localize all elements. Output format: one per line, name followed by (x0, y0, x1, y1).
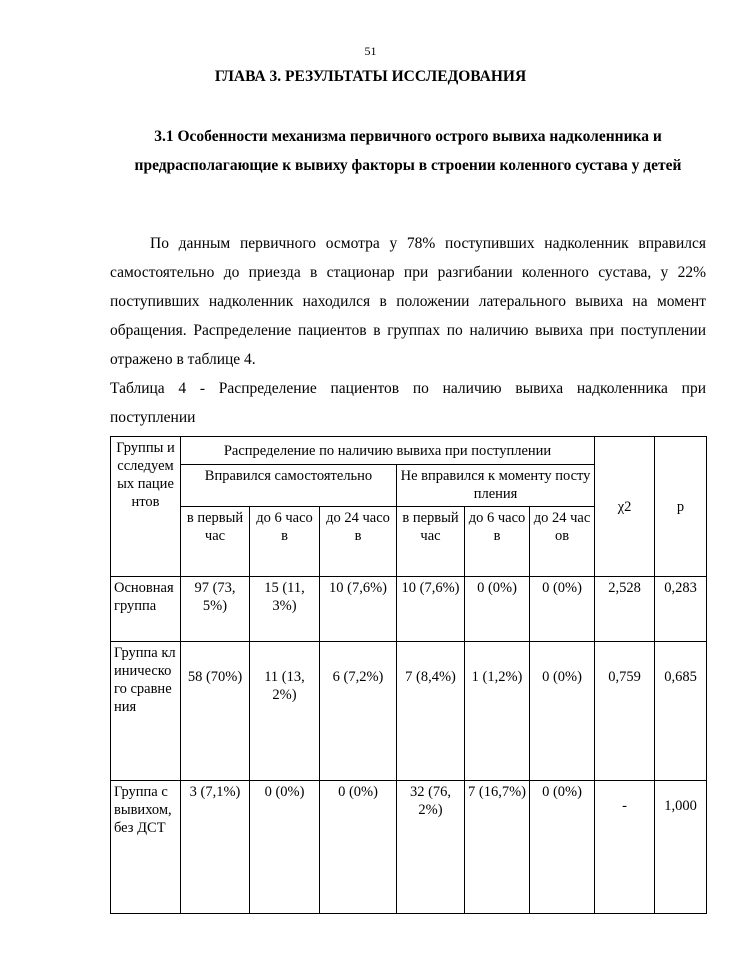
group-label: Основная группа (111, 577, 181, 642)
chapter-title: ГЛАВА 3. РЕЗУЛЬТАТЫ ИССЛЕДОВАНИЯ (214, 68, 527, 85)
page-number: 51 (364, 44, 377, 58)
chi2-value: 2,528 (595, 577, 655, 642)
table-cell: 58 (70%) (181, 642, 250, 781)
table-cell: 10 (7,6%) (397, 577, 465, 642)
header-time-24h: до 24 часов (320, 507, 397, 577)
header-time-24h: до 24 часов (530, 507, 595, 577)
table-caption: Таблица 4 - Распределение пациентов по наличию вывиха надколенника при поступлении (110, 380, 706, 426)
table-cell: 97 (73,5%) (181, 577, 250, 642)
chi2-value: 0,759 (595, 642, 655, 781)
header-time-first-hour: в первый час (181, 507, 250, 577)
table-cell: 32 (76,2%) (397, 781, 465, 914)
table-cell: 3 (7,1%) (181, 781, 250, 914)
table-row (111, 642, 707, 781)
table-cell: 6 (7,2%) (320, 642, 397, 781)
table-cell: 1 (1,2%) (465, 642, 530, 781)
header-time-6h: до 6 часов (250, 507, 320, 577)
header-self-reduced: Вправился самостоятельно (181, 465, 397, 507)
header-time-first-hour: в первый час (397, 507, 465, 577)
table-cell: 7 (8,4%) (397, 642, 465, 781)
table-cell: 0 (0%) (530, 577, 595, 642)
header-chi2: χ2 (595, 437, 655, 577)
header-groups: Группы исследуемых пациентов (111, 437, 181, 577)
table-cell: 11 (13,2%) (250, 642, 320, 781)
table-cell: 15 (11,3%) (250, 577, 320, 642)
group-label: Группа клинического сравнения (111, 642, 181, 781)
p-value: 1,000 (655, 781, 707, 914)
section-title: 3.1 Особенности механизма первичного острого вывиха надколенника и предрасполагающие к вывиху факторы в строении коленного сустава у детей (134, 128, 682, 174)
body-paragraph: По данным первичного осмотра у 78% поступивших надколенник вправился самостоятельно до приезда в стационар при разгибании коленного сустава, у 22% поступивших надколенник находился в положении латерального вывиха на момент обращения. Распределение пациентов в группах по наличию вывиха при поступлении отражено в таблице 4. (110, 235, 706, 368)
distribution-table (110, 436, 707, 914)
table-row (111, 781, 707, 914)
p-value: 0,283 (655, 577, 707, 642)
header-not-reduced: Не вправился к моменту поступления (397, 465, 595, 507)
p-value: 0,685 (655, 642, 707, 781)
header-distribution: Распределение по наличию вывиха при поступлении (181, 437, 595, 465)
header-time-6h: до 6 часов (465, 507, 530, 577)
table-cell: 0 (0%) (320, 781, 397, 914)
table-cell: 0 (0%) (530, 642, 595, 781)
group-label: Группа с вывихом, без ДСТ (111, 781, 181, 914)
table-cell: 10 (7,6%) (320, 577, 397, 642)
table-row (111, 577, 707, 642)
table-cell: 0 (0%) (465, 577, 530, 642)
chi2-value: - (595, 781, 655, 914)
header-p: р (655, 437, 707, 577)
table-cell: 0 (0%) (530, 781, 595, 914)
table-cell: 7 (16,7%) (465, 781, 530, 914)
table-cell: 0 (0%) (250, 781, 320, 914)
